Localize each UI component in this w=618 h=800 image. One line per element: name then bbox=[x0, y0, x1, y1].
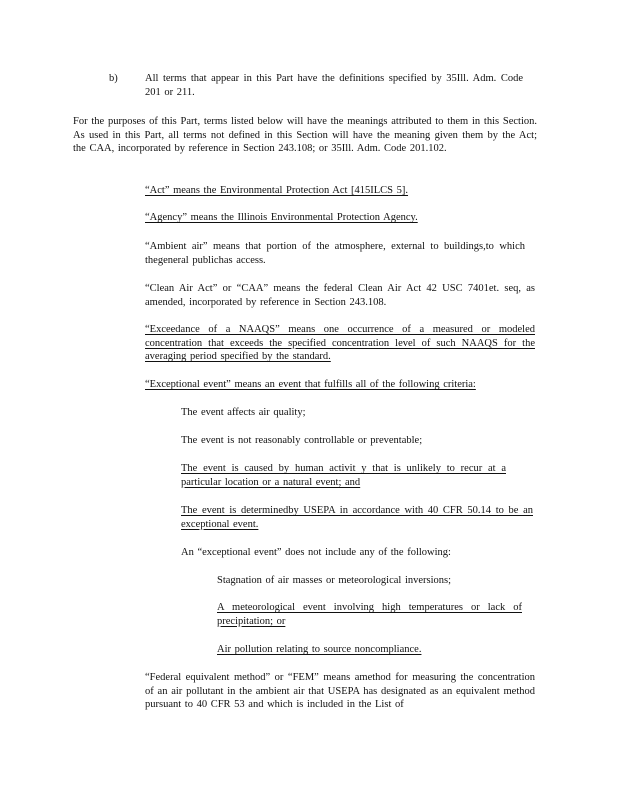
definition-fem: “Federal equivalent method” or “FEM” means amethod for measuring the concentration of an air pollutant in the ambient air that USEPA has designated as an equivalent method pursuant to 40 CFR 53 and which is included in the List of bbox=[145, 672, 535, 711]
criterion-4: The event is determinedby USEPA in accordance with 40 CFR 50.14 to be an exceptional event. bbox=[181, 505, 533, 530]
exclusion-1: Stagnation of air masses or meteorological inversions; bbox=[217, 575, 452, 586]
criterion-1: The event affects air quality; bbox=[181, 407, 306, 418]
definition-exceedance: “Exceedance of a NAAQS” means one occurrence of a measured or modeled concentration that exceeds the specified concentration level of such NAAQS for the averaging period specified by the standard. bbox=[145, 324, 535, 363]
item-b-label: b) bbox=[109, 73, 118, 84]
definition-ambient-air: “Ambient air” means that portion of the atmosphere, external to buildings,to which thegeneral publichas access. bbox=[145, 241, 525, 266]
exclusion-3: Air pollution relating to source noncompliance. bbox=[217, 644, 422, 655]
definition-exceptional-event: “Exceptional event” means an event that fulfills all of the following criteria: bbox=[145, 379, 476, 390]
exclusion-2: A meteorological event involving high temperatures or lack of precipitation; or bbox=[217, 602, 522, 627]
definition-agency: “Agency” means the Illinois Environmental Protection Agency. bbox=[145, 212, 418, 223]
item-b-text: All terms that appear in this Part have the definitions specified by 35Ill. Adm. Code 201 or 211. bbox=[145, 73, 523, 98]
exclusion-intro: An “exceptional event” does not include any of the following: bbox=[181, 547, 451, 558]
criterion-2: The event is not reasonably controllable or preventable; bbox=[181, 435, 423, 446]
criterion-3: The event is caused by human activit y that is unlikely to recur at a particular location or a natural event; and bbox=[181, 463, 506, 488]
definition-clean-air-act: “Clean Air Act” or “CAA” means the federal Clean Air Act 42 USC 7401et. seq, as amended, incorporated by reference in Section 243.108. bbox=[145, 283, 535, 308]
definition-act: “Act” means the Environmental Protection Act [415ILCS 5]. bbox=[145, 185, 409, 196]
intro-paragraph: For the purposes of this Part, terms listed below will have the meanings attributed to them in this Section. As used in this Part, all terms not defined in this Section will have the meaning given them by the Act; the CAA, incorporated by reference in Section 243.108; or 35Ill. Adm. Code 201.102. bbox=[73, 116, 537, 155]
